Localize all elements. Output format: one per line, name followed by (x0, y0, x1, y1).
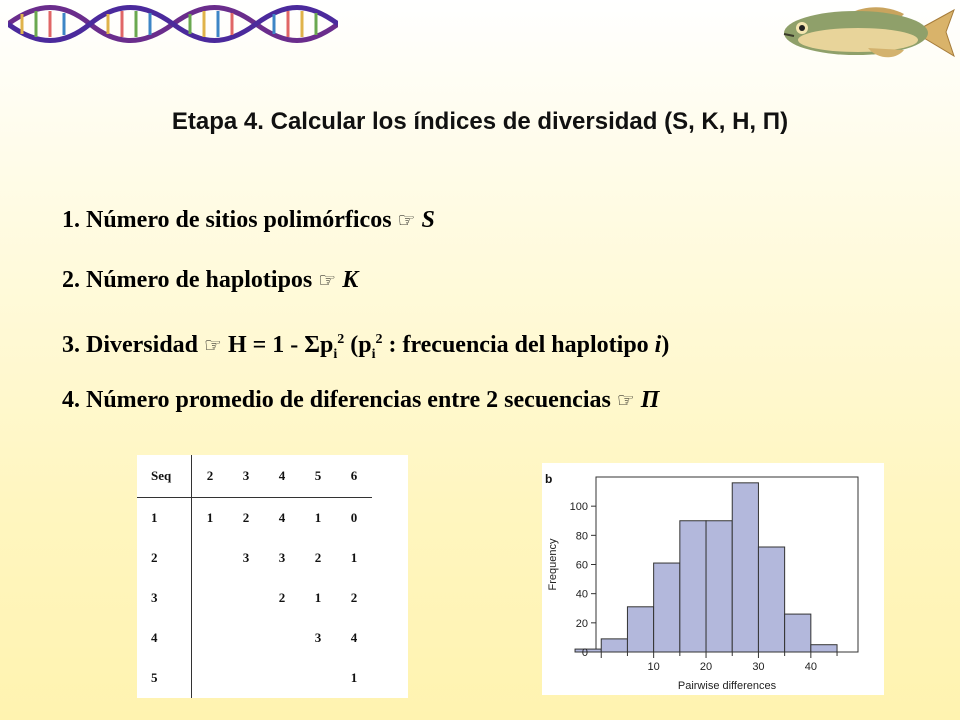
item-4-symbol: Π (640, 387, 660, 413)
pairwise-differences-histogram (542, 463, 884, 695)
x-tick-label: 20 (699, 661, 713, 673)
y-tick-label: 20 (575, 617, 588, 630)
table-cell (192, 658, 229, 698)
list-item-mean-differences (62, 380, 669, 440)
table-cell: 2 (350, 590, 358, 605)
note-subscript: i (371, 346, 376, 362)
panel-label: b (545, 472, 553, 486)
x-tick-label: 10 (647, 661, 660, 673)
table-cell: 3 (278, 550, 286, 565)
table-cell: 4 (137, 618, 192, 658)
table-cell (228, 658, 264, 698)
pointing-hand-icon: ☞ (397, 208, 416, 232)
pairwise-differences-table (137, 455, 408, 698)
table-cell (300, 658, 336, 698)
x-tick-label: 40 (804, 661, 817, 673)
pointing-hand-icon: ☞ (616, 388, 635, 412)
pointing-hand-icon: ☞ (318, 268, 337, 292)
list-item-haplotypes (62, 260, 669, 320)
table-cell: 0 (350, 510, 358, 525)
note-superscript: 2 (375, 332, 383, 347)
histogram-svg (542, 463, 884, 695)
y-tick-label: 60 (575, 559, 588, 572)
table-row (137, 498, 372, 539)
histogram-bar (706, 521, 732, 652)
y-axis-label: Frequency (547, 538, 559, 591)
table-cell: 1 (137, 498, 192, 539)
table-cell (264, 618, 300, 658)
formula-note-text: : frecuencia del haplotipo (382, 332, 655, 358)
table-header-cell: 3 (228, 455, 264, 498)
list-item-polymorphic-sites (62, 200, 669, 260)
table-cell: 3 (314, 630, 322, 645)
table-cell: 1 (350, 550, 358, 565)
formula-note-open: (p (344, 332, 372, 358)
table-cell (228, 578, 264, 618)
histogram-bar (758, 547, 784, 652)
histogram-bar (785, 614, 811, 652)
table-cell: 3 (137, 578, 192, 618)
diversity-formula: H = 1 - Σp (227, 332, 334, 358)
table-row (137, 658, 372, 698)
table-cell: 2 (278, 590, 286, 605)
fish-illustration (778, 2, 956, 62)
histogram-bar (811, 645, 837, 652)
table-cell: 2 (242, 510, 250, 525)
formula-superscript: 2 (337, 332, 345, 347)
table-cell: 1 (314, 590, 322, 605)
y-tick-label: 0 (581, 647, 588, 659)
table-row (137, 618, 372, 658)
table-cell (192, 538, 229, 578)
table-row (137, 578, 372, 618)
item-2-text: 2. Número de haplotipos (62, 267, 313, 293)
table-cell: 3 (242, 550, 250, 565)
y-tick-label: 80 (575, 530, 588, 543)
table-header-cell: 6 (336, 455, 372, 498)
pointing-hand-icon: ☞ (204, 333, 222, 357)
histogram-bar (654, 563, 680, 652)
table-cell: 1 (314, 510, 322, 525)
x-axis-label: Pairwise differences (677, 680, 777, 692)
table-cell (192, 618, 229, 658)
item-3-text: 3. Diversidad (62, 332, 199, 358)
table-cell (264, 658, 300, 698)
table-cell: 4 (278, 510, 286, 525)
histogram-bar (732, 483, 758, 652)
item-1-symbol: S (421, 207, 435, 233)
formula-note-close: ) (661, 332, 670, 358)
table-header-row (137, 455, 372, 498)
histogram-bar (575, 649, 601, 652)
table-cell: 2 (137, 538, 192, 578)
item-1-text: 1. Número de sitios polimórficos (62, 207, 392, 233)
table-header-cell: 2 (192, 455, 229, 498)
formula-note-italic: i (654, 332, 662, 358)
item-2-symbol: K (342, 267, 359, 293)
x-tick-label: 30 (752, 661, 765, 673)
histogram-bar (627, 607, 653, 652)
table-cell: 5 (137, 658, 192, 698)
table-cell: 1 (206, 510, 214, 525)
item-4-text: 4. Número promedio de diferencias entre 2 secuencias (62, 387, 611, 413)
index-list (62, 200, 669, 440)
formula-subscript: i (333, 346, 338, 362)
table-cell: 4 (350, 630, 358, 645)
slide-title: Etapa 4. Calcular los índices de diversidad (S, K, H, Π) (171, 108, 789, 135)
table-header-cell: Seq (137, 455, 192, 498)
list-item-diversity (62, 320, 669, 380)
table-header-cell: 4 (264, 455, 300, 498)
histogram-bar (601, 639, 627, 652)
table-cell: 2 (314, 550, 322, 565)
table-cell (228, 618, 264, 658)
y-tick-label: 100 (569, 501, 588, 514)
table-header-cell: 5 (300, 455, 336, 498)
table-cell: 1 (350, 670, 358, 685)
table-cell (192, 578, 229, 618)
table-row (137, 538, 372, 578)
dna-helix-decoration (8, 4, 338, 44)
y-tick-label: 40 (575, 588, 588, 601)
histogram-bar (680, 521, 706, 652)
